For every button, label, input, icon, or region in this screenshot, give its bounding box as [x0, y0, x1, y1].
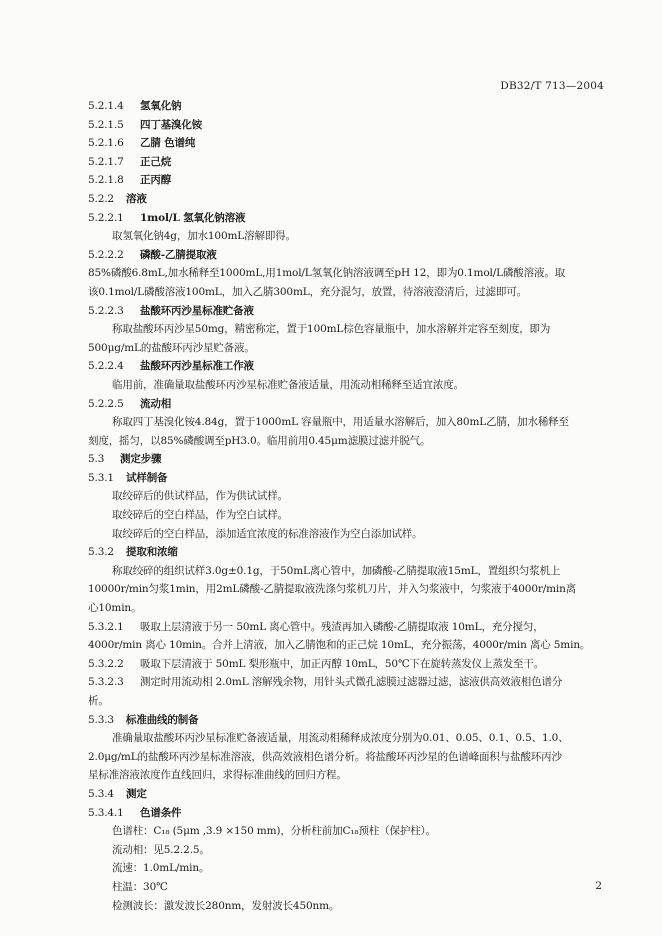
section-heading: [88, 97, 610, 116]
document-body: [88, 97, 610, 915]
section-heading: [88, 357, 610, 376]
paragraph-line: 500μg/mL的盐酸环丙沙星贮备液。: [88, 341, 255, 354]
section-number: 5.3.2.1: [88, 620, 124, 633]
paragraph-line: 准确量取盐酸环丙沙星标准贮备液适量，用流动相稀释成浓度分别为0.01、0.05、0.1、0.5、1.0、: [112, 732, 569, 745]
section-title: 色谱条件: [140, 806, 182, 819]
paragraph-line: 称取四丁基溴化铵4.84g，置于1000mL 容量瓶中，用适量水溶解后，加入80mL乙腈，加水稀释至: [112, 416, 569, 429]
section-title: 盐酸环丙沙星标准贮备液: [140, 304, 254, 317]
paragraph-line: 取绞碎后的供试样品，作为供试试样。: [112, 490, 288, 503]
section-title: 乙腈 色谱纯: [140, 137, 196, 150]
section-heading: [88, 543, 610, 562]
section-number: 5.2.2.2: [88, 248, 124, 261]
section-title: 标准曲线的制备: [126, 713, 199, 726]
section-heading: [88, 395, 610, 414]
paragraph-line: 称取绞碎的组织试样3.0g±0.1g，于50mL离心管中，加磷酸-乙腈提取液15mL，置组织匀浆机上: [112, 564, 561, 577]
paragraph-line: 2.0μg/mL的盐酸环丙沙星标准溶液，供高效液相色谱分析。将盐酸环丙沙星的色谱峰面积与盐酸环丙沙: [88, 750, 562, 763]
section-heading: [88, 785, 610, 804]
section-number: 5.3.4: [88, 787, 114, 800]
numbered-paragraph: [88, 618, 610, 637]
paragraph-text: 吸取上层清液于另一 50mL 离心管中。残渣再加入磷酸-乙腈提取液 10mL，充分搅匀，: [140, 620, 544, 633]
section-title: 提取和浓缩: [126, 546, 178, 559]
section-number: 5.3.4.1: [88, 806, 124, 819]
paragraph-line: 取氢氧化钠4g，加水100mL溶解即得。: [112, 230, 296, 243]
numbered-paragraph: [88, 673, 610, 692]
section-number: 5.2.2.4: [88, 360, 124, 373]
section-number: 5.2.2: [88, 192, 114, 205]
section-number: 5.3.2.2: [88, 657, 124, 670]
paragraph-line: 称取盐酸环丙沙星50mg，精密称定，置于100mL棕色容量瓶中，加水溶解并定容至刻度，即为: [112, 323, 551, 336]
section-title: 溶液: [126, 192, 147, 205]
section-number: 5.2.1.6: [88, 137, 124, 150]
section-heading: [88, 450, 610, 469]
paragraph-line: 检测波长：激发波长280nm，发射波长450nm。: [112, 899, 340, 912]
section-number: 5.3.2: [88, 546, 114, 559]
section-heading: [88, 804, 610, 823]
paragraph-line: 刻度，摇匀，以85%磷酸调至pH3.0。临用前用0.45μm滤膜过滤并脱气。: [88, 434, 431, 447]
paragraph-line: 该0.1mol/L磷酸溶液100mL，加入乙腈300mL，充分混匀，放置，待溶液澄清后，过滤即可。: [88, 285, 527, 298]
paragraph-text: 测定时用流动相 2.0mL 溶解残余物，用针头式微孔滤膜过滤器过滤，滤液供高效液相色谱分: [140, 676, 563, 689]
numbered-paragraph: [88, 655, 610, 674]
section-title: 1mol/L 氢氧化钠溶液: [140, 211, 246, 224]
paragraph-line: 取绞碎后的空白样品，作为空白试样。: [112, 509, 288, 522]
section-title: 试样制备: [126, 471, 168, 484]
standard-code: DB32/T 713—2004: [500, 80, 604, 92]
section-number: 5.3.2.3: [88, 676, 124, 689]
section-title: 盐酸环丙沙星标准工作液: [140, 360, 254, 373]
paragraph-line: 10000r/min匀浆1min，用2mL磷酸-乙腈提取液洗涤匀浆机刀片，并入匀浆液中，匀浆液于4000r/min离: [88, 583, 577, 596]
section-title: 正己烷: [140, 155, 172, 168]
section-heading: [88, 469, 610, 488]
section-title: 测定: [126, 787, 147, 800]
section-heading: [88, 209, 610, 228]
paragraph-text: 吸取下层清液于 50mL 梨形瓶中，加正丙醇 10mL，50℃下在旋转蒸发仪上蒸发至干。: [140, 657, 545, 670]
section-heading: [88, 153, 610, 172]
paragraph-line: 临用前，准确量取盐酸环丙沙星标准贮备液适量，用流动相稀释至适宜浓度。: [112, 378, 464, 391]
section-heading: [88, 711, 610, 730]
section-number: 5.3.3: [88, 713, 114, 726]
paragraph-line: 流速：1.0mL/min。: [112, 862, 210, 875]
section-heading: [88, 190, 610, 209]
section-title: 氢氧化钠: [140, 100, 182, 112]
section-number: 5.3: [88, 453, 105, 466]
paragraph-line: 色谱柱：C₁₈ (5μm ,3.9 ×150 mm)，分析柱前加C₁₈预柱（保护柱）。: [112, 825, 436, 838]
section-heading: [88, 171, 610, 190]
section-number: 5.3.1: [88, 471, 114, 484]
paragraph-line: 流动相：见5.2.2.5。: [112, 843, 210, 856]
section-number: 5.2.1.4: [88, 100, 124, 112]
section-number: 5.2.2.5: [88, 397, 124, 410]
section-title: 磷酸-乙腈提取液: [140, 248, 217, 261]
section-heading: [88, 246, 610, 265]
paragraph-line: 心10min。: [88, 602, 142, 615]
section-number: 5.2.1.8: [88, 174, 124, 187]
section-title: 四丁基溴化铵: [140, 118, 203, 131]
section-title: 测定步骤: [120, 453, 162, 466]
section-heading: [88, 134, 610, 153]
paragraph-line: 取绞碎后的空白样品，添加适宜浓度的标准溶液作为空白添加试样。: [112, 527, 423, 540]
section-number: 5.2.1.5: [88, 118, 124, 131]
paragraph-line: 星标准溶液浓度作直线回归，求得标准曲线的回归方程。: [88, 769, 347, 782]
section-number: 5.2.2.3: [88, 304, 124, 317]
paragraph-line: 析。: [88, 695, 109, 707]
paragraph-line: 85%磷酸6.8mL,加水稀释至1000mL,用1mol/L氢氧化钠溶液调至pH 12，即为0.1mol/L磷酸溶液。取: [88, 267, 566, 280]
section-title: 正丙醇: [140, 174, 172, 187]
section-number: 5.2.2.1: [88, 211, 124, 224]
section-number: 5.2.1.7: [88, 155, 124, 168]
section-heading: [88, 116, 610, 135]
section-heading: [88, 302, 610, 321]
paragraph-line: 柱温：30℃: [112, 880, 168, 893]
page-number: 2: [595, 880, 602, 892]
section-title: 流动相: [140, 397, 172, 410]
paragraph-line: 4000r/min 离心 10min。合并上清液，加入乙腈饱和的正己烷 10mL，充分振荡，4000r/min 离心 5min。: [88, 639, 591, 652]
